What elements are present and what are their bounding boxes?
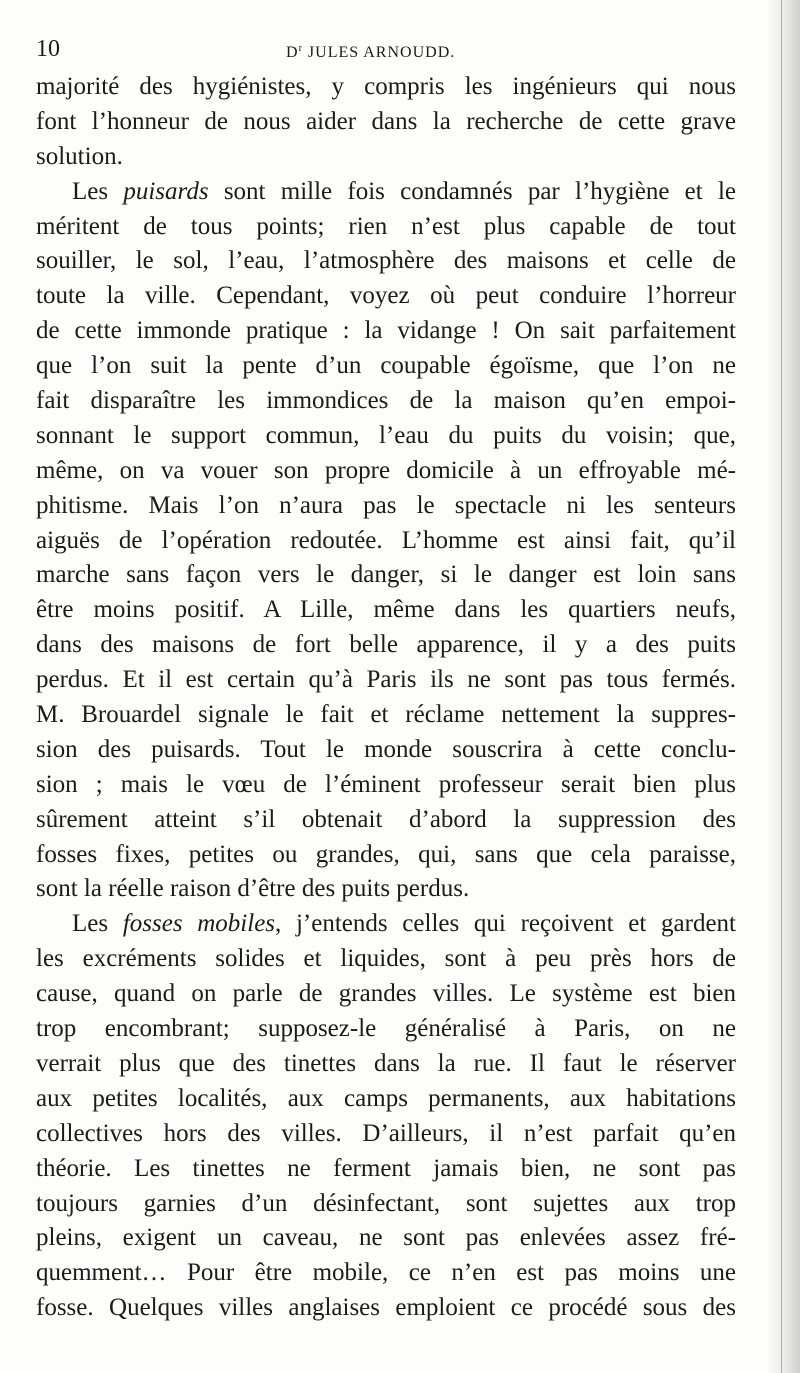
text-line: verrait plus que des tinettes dans la rue. Il faut le réserver (36, 1049, 736, 1077)
text-line: théorie. Les tinettes ne ferment jamais bien, ne sont pas (36, 1154, 736, 1182)
text-line: souiller, le sol, l’eau, l’atmosphère des maisons et celle de (36, 247, 736, 275)
page-edge-line (781, 0, 782, 1373)
text-line: méritent de tous points; rien n’est plus capable de tout (36, 212, 736, 240)
text-line: fait disparaître les immondices de la maison qu’en empoi- (36, 387, 736, 415)
text-line: font l’honneur de nous aider dans la recherche de cette grave (36, 107, 736, 135)
page-gutter-shadow (766, 0, 800, 1373)
text-line: perdus. Et il est certain qu’à Paris ils ne sont pas tous fermés. (36, 666, 736, 694)
text-line: phitisme. Mais l’on n’aura pas le spectacle ni les senteurs (36, 491, 736, 519)
text-line: être moins positif. A Lille, même dans les quartiers neufs, (36, 596, 736, 624)
text-line: sion des puisards. Tout le monde souscrira à cette conclu- (36, 735, 736, 763)
text-line: pleins, exigent un caveau, ne sont pas enlevées assez fré- (36, 1224, 736, 1252)
author-prefix-sup: r (298, 43, 303, 54)
text-line: fosse. Quelques villes anglaises emploient ce procédé sous des (36, 1294, 736, 1322)
text-line: Les fosses mobiles, j’entends celles qui reçoivent et gardent (72, 910, 736, 938)
text-line: solution. (36, 142, 123, 170)
running-head (286, 36, 455, 66)
text-line: majorité des hygiénistes, y compris les ingénieurs qui nous (36, 73, 736, 100)
text-line: même, on va vouer son propre domicile à un effroyable mé- (36, 456, 736, 484)
text-line: fosses fixes, petites ou grandes, qui, sans que cela paraisse, (36, 840, 736, 868)
text-line: trop encombrant; supposez-le généralisé à Paris, on ne (36, 1015, 736, 1043)
author-name: JULES ARNOUDD. (307, 44, 456, 61)
text-line: Les puisards sont mille fois condamnés par l’hygiène et le (72, 177, 736, 205)
text-line: que l’on suit la pente d’un coupable égoïsme, que l’on ne (36, 352, 736, 380)
text-line: toujours garnies d’un désinfectant, sont sujettes aux trop (36, 1189, 736, 1217)
text-line: dans des maisons de fort belle apparence, il y a des puits (36, 631, 736, 659)
text-line: M. Brouardel signale le fait et réclame nettement la suppres- (36, 701, 736, 729)
text-line: sion ; mais le vœu de l’éminent professeur serait bien plus (36, 770, 736, 798)
text-line: aux petites localités, aux camps permanents, aux habitations (36, 1084, 736, 1112)
text-line: les excréments solides et liquides, sont à peu près hors de (36, 945, 736, 973)
text-line: toute la ville. Cependant, voyez où peut conduire l’horreur (36, 282, 736, 310)
text-line: quemment… Pour être mobile, ce n’en est pas moins une (36, 1259, 736, 1287)
text-line: sont la réelle raison d’être des puits perdus. (36, 875, 470, 903)
text-line: sûrement atteint s’il obtenait d’abord la suppression des (36, 805, 736, 833)
italic-term: fosses mobiles (122, 910, 276, 938)
text-line: collectives hors des villes. D’ailleurs, il n’est parfait qu’en (36, 1119, 736, 1147)
author-prefix: D (286, 44, 299, 61)
text-line: sonnant le support commun, l’eau du puits du voisin; que, (36, 421, 736, 449)
text-line: de cette immonde pratique : la vidange ! On sait parfaitement (36, 317, 736, 345)
text-line: cause, quand on parle de grandes villes. Le système est bien (36, 980, 736, 1008)
text-line: aiguës de l’opération redoutée. L’homme est ainsi fait, qu’il (36, 526, 736, 554)
italic-term: puisards (123, 177, 209, 205)
page-header (36, 34, 736, 64)
body-text (36, 70, 736, 1326)
page-number: 10 (36, 36, 60, 62)
text-line: marche sans façon vers le danger, si le danger est loin sans (36, 561, 736, 589)
